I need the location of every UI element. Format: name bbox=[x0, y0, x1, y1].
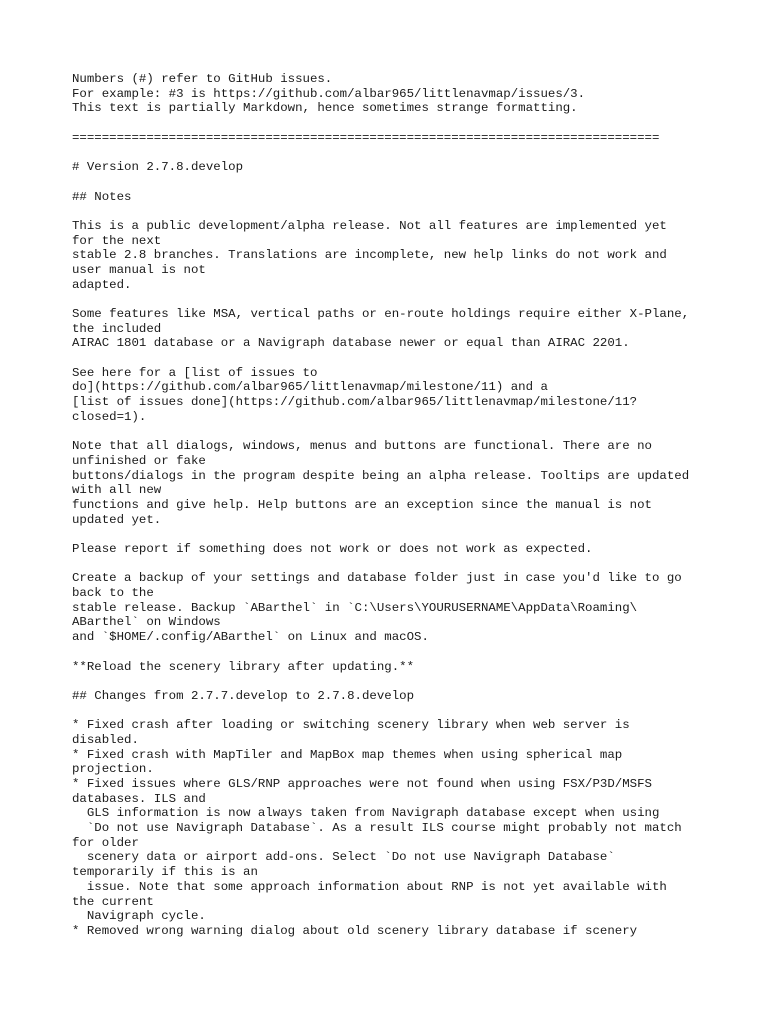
text-line: and `$HOME/.config/ABarthel` on Linux and macOS. bbox=[72, 630, 429, 645]
text-line: databases. ILS and bbox=[72, 791, 206, 806]
text-line: back to the bbox=[72, 586, 154, 601]
text-line: buttons/dialogs in the program despite being an alpha release. Tooltips are updated bbox=[72, 468, 690, 483]
text-line: AIRAC 1801 database or a Navigraph database newer or equal than AIRAC 2201. bbox=[72, 336, 630, 351]
text-line: * Removed wrong warning dialog about old scenery library database if scenery bbox=[72, 923, 638, 938]
text-line: do](https://github.com/albar965/littlenavmap/milestone/11) and a bbox=[72, 380, 548, 395]
text-line: adapted. bbox=[72, 277, 132, 292]
text-line bbox=[72, 116, 712, 131]
text-line: functions and give help. Help buttons are an exception since the manual is not bbox=[72, 497, 652, 512]
text-line: updated yet. bbox=[72, 512, 162, 527]
text-line: for older bbox=[72, 835, 139, 850]
text-line bbox=[72, 704, 712, 719]
text-line: unfinished or fake bbox=[72, 453, 206, 468]
text-line: This is a public development/alpha release. Not all features are implemented yet bbox=[72, 218, 667, 233]
text-line: **Reload the scenery library after updating.** bbox=[72, 659, 415, 674]
text-line bbox=[72, 557, 712, 572]
text-line: * Fixed crash with MapTiler and MapBox map themes when using spherical map bbox=[72, 747, 623, 762]
text-line: For example: #3 is https://github.com/albar965/littlenavmap/issues/3. bbox=[72, 86, 586, 101]
text-line: ABarthel` on Windows bbox=[72, 615, 221, 630]
text-line: Note that all dialogs, windows, menus and buttons are functional. There are no bbox=[72, 439, 652, 454]
text-line bbox=[72, 145, 712, 160]
text-line bbox=[72, 204, 712, 219]
text-line: projection. bbox=[72, 762, 154, 777]
text-line: Create a backup of your settings and database folder just in case you'd like to go bbox=[72, 571, 682, 586]
text-line: disabled. bbox=[72, 732, 139, 747]
document-body bbox=[72, 72, 712, 939]
text-line: issue. Note that some approach information about RNP is not yet available with bbox=[72, 879, 667, 894]
text-line: stable release. Backup `ABarthel` in `C:\Users\YOURUSERNAME\AppData\Roaming\ bbox=[72, 600, 638, 615]
text-line: user manual is not bbox=[72, 262, 206, 277]
text-line bbox=[72, 175, 712, 190]
text-line: * Fixed crash after loading or switching scenery library when web server is bbox=[72, 718, 630, 733]
text-line: ## Changes from 2.7.7.develop to 2.7.8.develop bbox=[72, 688, 415, 703]
text-line bbox=[72, 674, 712, 689]
text-line bbox=[72, 351, 712, 366]
text-line: the current bbox=[72, 894, 154, 909]
text-line bbox=[72, 527, 712, 542]
text-line: closed=1). bbox=[72, 409, 147, 424]
text-line: stable 2.8 branches. Translations are incomplete, new help links do not work and bbox=[72, 248, 667, 263]
text-line: for the next bbox=[72, 233, 162, 248]
text-line: Numbers (#) refer to GitHub issues. bbox=[72, 72, 333, 86]
text-line: [list of issues done](https://github.com/albar965/littlenavmap/milestone/11? bbox=[72, 395, 638, 410]
text-line: =============================================================================== bbox=[72, 130, 660, 145]
text-line bbox=[72, 425, 712, 440]
text-line bbox=[72, 645, 712, 660]
text-line: This text is partially Markdown, hence sometimes strange formatting. bbox=[72, 101, 578, 116]
text-line: temporarily if this is an bbox=[72, 865, 258, 880]
text-line: the included bbox=[72, 321, 162, 336]
text-line: Navigraph cycle. bbox=[72, 909, 206, 924]
text-line: with all new bbox=[72, 483, 162, 498]
text-line: * Fixed issues where GLS/RNP approaches were not found when using FSX/P3D/MSFS bbox=[72, 777, 652, 791]
text-line: GLS information is now always taken from Navigraph database except when using bbox=[72, 806, 660, 821]
text-line bbox=[72, 292, 712, 307]
text-line: # Version 2.7.8.develop bbox=[72, 160, 244, 175]
text-line: Please report if something does not work or does not work as expected. bbox=[72, 542, 593, 556]
text-line: ## Notes bbox=[72, 189, 132, 204]
text-line: `Do not use Navigraph Database`. As a result ILS course might probably not match bbox=[72, 821, 682, 836]
text-line: scenery data or airport add-ons. Select `Do not use Navigraph Database` bbox=[72, 850, 615, 865]
text-line: See here for a [list of issues to bbox=[72, 365, 318, 380]
text-line: Some features like MSA, vertical paths or en-route holdings require either X-Plane, bbox=[72, 307, 690, 321]
